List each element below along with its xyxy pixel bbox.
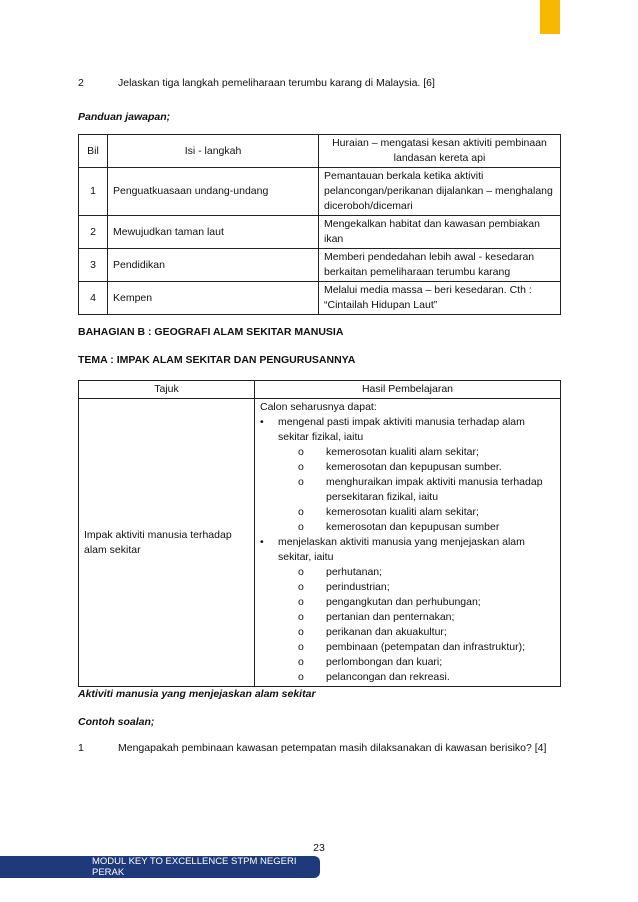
hasil-list — [260, 415, 555, 685]
example-question-text: Mengapakah pembinaan kawasan petempatan masih dilaksanakan di kawasan berisiko? [4] — [118, 742, 547, 754]
footer-banner — [0, 856, 320, 878]
sub-text: pertanian dan penternakan; — [326, 611, 455, 623]
sub-text: pengangkutan dan perhubungan; — [326, 596, 481, 608]
circle-bullet-icon: o — [298, 446, 304, 458]
circle-bullet-icon: o — [298, 521, 304, 533]
list-item — [260, 535, 555, 685]
row-isi: Pendidikan — [108, 249, 319, 282]
outcome-row — [79, 399, 561, 687]
header-tajuk: Tajuk — [79, 381, 255, 399]
header-hasil: Hasil Pembelajaran — [255, 381, 561, 399]
contoh-label: Contoh soalan; — [78, 716, 155, 728]
sub-text: kemerosotan dan kepupusan sumber. — [326, 461, 502, 473]
question-2 — [78, 77, 435, 89]
row-bil: 3 — [79, 249, 108, 282]
question-number: 2 — [78, 77, 84, 89]
answer-table-header — [79, 135, 561, 168]
hasil-cell — [255, 399, 561, 687]
row-isi: Mewujudkan taman laut — [108, 216, 319, 249]
circle-bullet-icon: o — [298, 596, 304, 608]
sub-item — [298, 610, 555, 625]
row-bil: 1 — [79, 168, 108, 216]
footer-text: MODUL KEY TO EXCELLENCE STPM NEGERI PERAK — [92, 856, 297, 878]
circle-bullet-icon: o — [298, 611, 304, 623]
outcome-table — [78, 380, 561, 687]
point-text: menjelaskan aktiviti manusia yang menjejaskan alam sekitar, iaitu — [278, 536, 525, 563]
question-text: Jelaskan tiga langkah pemeliharaan terumbu karang di Malaysia. [6] — [118, 77, 435, 89]
sub-item — [298, 475, 555, 505]
circle-bullet-icon: o — [298, 641, 304, 653]
panduan-label: Panduan jawapan; — [78, 111, 171, 123]
point-text: mengenal pasti impak aktiviti manusia terhadap alam sekitar fizikal, iaitu — [278, 416, 525, 443]
list-item — [260, 415, 555, 535]
row-huraian: Mengekalkan habitat dan kawasan pembiakan ikan — [319, 216, 561, 249]
circle-bullet-icon: o — [298, 626, 304, 638]
sub-text: kemerosotan kualiti alam sekitar; — [326, 446, 479, 458]
sub-text: perhutanan; — [326, 566, 383, 578]
row-bil: 4 — [79, 282, 108, 315]
outcome-table-header — [79, 381, 561, 399]
sub-item — [298, 625, 555, 640]
row-huraian: Memberi pendedahan lebih awal - kesedaran berkaitan pemeliharaan terumbu karang — [319, 249, 561, 282]
sub-item — [298, 445, 555, 460]
page-number: 23 — [313, 842, 325, 854]
sub-text: perindustrian; — [326, 581, 390, 593]
bullet-icon: • — [260, 416, 264, 428]
sub-item — [298, 580, 555, 595]
answer-table — [78, 134, 561, 315]
header-isi: Isi - langkah — [108, 135, 319, 168]
example-question-number: 1 — [78, 742, 84, 754]
table-row — [79, 168, 561, 216]
sub-text: perlombongan dan kuari; — [326, 656, 443, 668]
circle-bullet-icon: o — [298, 656, 304, 668]
sub-text: perikanan dan akuakultur; — [326, 626, 447, 638]
circle-bullet-icon: o — [298, 581, 304, 593]
bullet-icon: • — [260, 536, 264, 548]
sub-item — [298, 565, 555, 580]
row-huraian: Melalui media massa – beri kesedaran. Cth : “Cintailah Hidupan Laut” — [319, 282, 561, 315]
header-bil: Bil — [79, 135, 108, 168]
sub-text: kemerosotan dan kepupusan sumber — [326, 521, 500, 533]
sub-item — [298, 655, 555, 670]
section-title: BAHAGIAN B : GEOGRAFI ALAM SEKITAR MANUSIA — [78, 326, 344, 338]
table-row — [79, 249, 561, 282]
sub-item — [298, 520, 555, 535]
circle-bullet-icon: o — [298, 566, 304, 578]
page-tab-marker — [540, 0, 560, 34]
sub-list — [278, 445, 555, 535]
example-question — [78, 742, 546, 754]
sub-item — [298, 670, 555, 685]
sub-item — [298, 460, 555, 475]
hasil-intro: Calon seharusnya dapat: — [260, 401, 377, 413]
sub-item — [298, 505, 555, 520]
row-bil: 2 — [79, 216, 108, 249]
sub-text: kemerosotan kualiti alam sekitar; — [326, 506, 479, 518]
header-huraian: Huraian – mengatasi kesan aktiviti pembinaan landasan kereta api — [319, 135, 561, 168]
circle-bullet-icon: o — [298, 671, 304, 683]
circle-bullet-icon: o — [298, 461, 304, 473]
row-isi: Penguatkuasaan undang-undang — [108, 168, 319, 216]
theme-title: TEMA : IMPAK ALAM SEKITAR DAN PENGURUSANNYA — [78, 354, 356, 366]
sub-item — [298, 595, 555, 610]
activity-label: Aktiviti manusia yang menjejaskan alam sekitar — [78, 688, 316, 700]
row-isi: Kempen — [108, 282, 319, 315]
row-huraian: Pemantauan berkala ketika aktiviti pelancongan/perikanan dijalankan – menghalang diceroboh/dicemari — [319, 168, 561, 216]
tajuk-cell: Impak aktiviti manusia terhadap alam sekitar — [79, 399, 255, 687]
sub-text: pembinaan (petempatan dan infrastruktur); — [326, 641, 526, 653]
sub-text: menghuraikan impak aktiviti manusia terhadap persekitaran fizikal, iaitu — [326, 476, 543, 503]
circle-bullet-icon: o — [298, 506, 304, 518]
sub-item — [298, 640, 555, 655]
sub-text: pelancongan dan rekreasi. — [326, 671, 450, 683]
circle-bullet-icon: o — [298, 476, 304, 488]
table-row — [79, 216, 561, 249]
table-row — [79, 282, 561, 315]
sub-list — [278, 565, 555, 685]
